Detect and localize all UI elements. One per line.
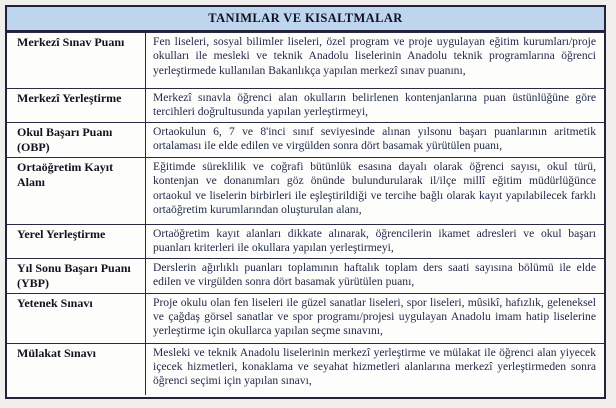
definition-cell: Proje okulu olan fen liseleri ile güzel sanatlar liseleri, spor liseleri, mûsikî, hafızlık, geleneksel ve çağdaş görsel sanatlar ve spor programı/projesi uygulayan Anadolu imam hatip liselerine yerleştirme için okullarca yapılan seçme sınavını,	[153, 295, 596, 338]
definition-cell: Derslerin ağırlıklı puanları toplamının haftalık toplam ders saati sayısına bölümü ile elde edilen ve virgülden sonra dört basamak yürütülen puanı,	[153, 260, 596, 289]
definition-cell: Merkezî sınavla öğrenci alan okulların belirlenen kontenjanlarına puan üstünlüğüne göre tercihleri doğrultusunda yapılan yerleştirmeyi,	[153, 91, 596, 119]
term-cell: Yetenek Sınavı	[7, 294, 146, 343]
term-cell: Okul Başarı Puanı (OBP)	[7, 123, 146, 157]
definition-cell: Mesleki ve teknik Anadolu liselerinin merkezî yerleştirme ve mülakat ile öğrenci alan yiyecek içecek hizmetleri, konaklama ve seyahat hizmetleri alanlarına merkezî yerleştirmeden sonra öğrenci seçimi için yapılan sınavı,	[153, 345, 596, 388]
term-cell: Merkezî Yerleştirme	[7, 89, 146, 122]
term-cell: Merkezî Sınav Puanı	[7, 33, 146, 88]
term-cell: Yerel Yerleştirme	[7, 225, 146, 258]
table-title: TANIMLAR VE KISALTMALAR	[208, 11, 403, 25]
table-row	[7, 343, 604, 395]
table-header	[7, 7, 604, 32]
table-row	[7, 258, 604, 293]
definitions-table	[5, 5, 606, 399]
term-cell: Ortaöğretim Kayıt Alanı	[7, 158, 146, 224]
table-row	[7, 88, 604, 122]
table-row	[7, 224, 604, 258]
table-row	[7, 122, 604, 157]
table-row	[7, 32, 604, 88]
definition-cell: Eğitimde süreklilik ve coğrafi bütünlük esasına dayalı olarak öğrenci sayısı, okul türü, kontenjan ve donanımları göz önünde bulundurularak il/ilçe millî eğitim müdürlüğünce ortaokul ve liselerin birbirleri ile eşleştirildiği ve tercihe bağlı olarak kayıt yapılabilecek farklı ortaöğretim kurumlarından oluşturulan alanı,	[153, 159, 596, 217]
table-row	[7, 157, 604, 224]
table-row	[7, 293, 604, 343]
definition-cell: Ortaokulun 6, 7 ve 8'inci sınıf seviyesinde alınan yılsonu başarı puanlarının aritmetik ortalaması ile elde edilen ve virgülden sonra dört basamak yürütülen puanı,	[153, 124, 596, 153]
term-cell: Mülakat Sınavı	[7, 344, 146, 395]
term-cell: Yıl Sonu Başarı Puanı (YBP)	[7, 259, 146, 293]
definition-cell: Fen liseleri, sosyal bilimler liseleri, özel program ve proje uygulayan eğitim kurumları/proje okulları ile mesleki ve teknik Anadolu liselerinin Anadolu teknik programlarına öğrenci yerleştirmede kullanılan Bakanlıkça yapılan merkezî sınav puanını,	[153, 35, 596, 77]
definition-cell: Ortaöğretim kayıt alanları dikkate alınarak, öğrencilerin ikamet adresleri ve okul başarı puanları kriterleri ile okullara yapılan yerleştirmeyi,	[153, 226, 596, 255]
